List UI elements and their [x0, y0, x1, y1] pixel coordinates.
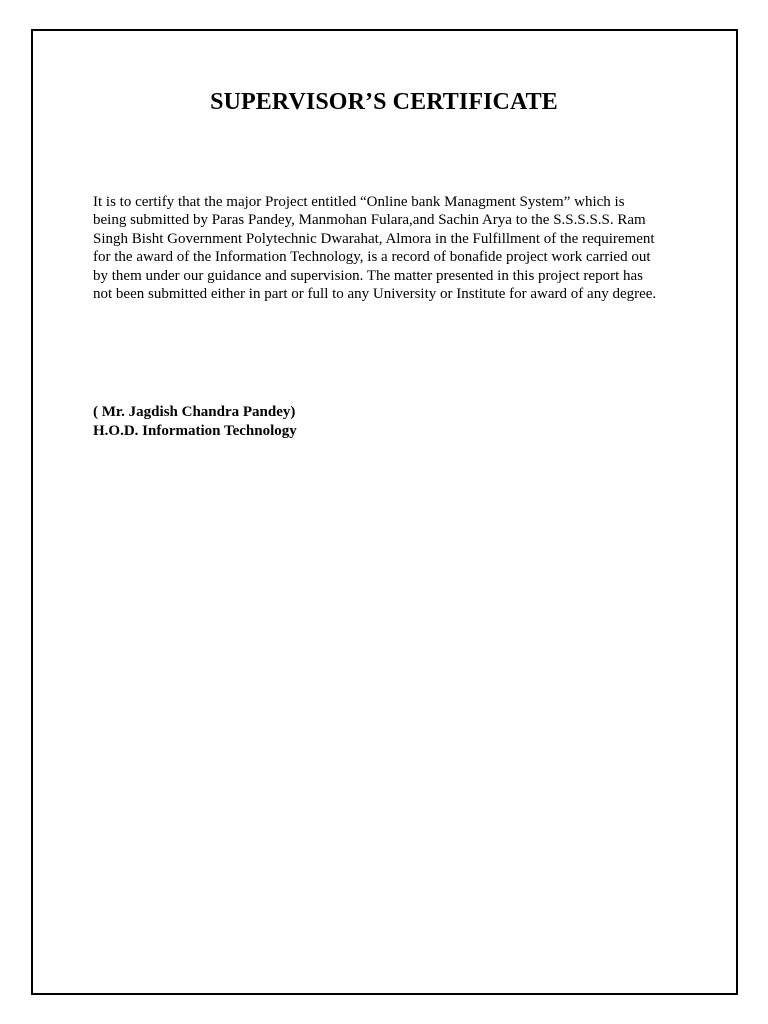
body-line: It is to certify that the major Project entitled “Online bank Managment System” which is — [93, 194, 625, 210]
signatory-name: ( Mr. Jagdish Chandra Pandey) — [93, 404, 296, 420]
body-line: being submitted by Paras Pandey, Manmohan Fulara,and Sachin Arya to the S.S.S.S.S. Ram — [93, 212, 646, 229]
signatory-designation: H.O.D. Information Technology — [93, 422, 297, 439]
page-border — [31, 29, 738, 995]
certificate-body — [93, 193, 683, 303]
body-line: for the award of the Information Technology, is a record of bonafide project work carried out — [93, 249, 651, 266]
certificate-title: SUPERVISOR’S CERTIFICATE — [210, 89, 558, 115]
signature-block — [93, 403, 297, 440]
body-line: not been submitted either in part or full to any University or Institute for award of any degree. — [93, 286, 657, 303]
body-line: by them under our guidance and supervision. The matter presented in this project report has — [93, 267, 643, 284]
body-line: Singh Bisht Government Polytechnic Dwarahat, Almora in the Fulfillment of the requirement — [93, 230, 655, 247]
